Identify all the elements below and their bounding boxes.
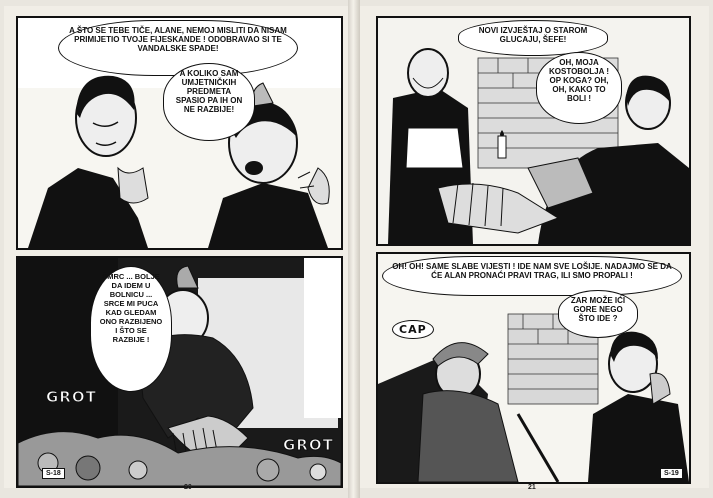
left-page-number: 20: [184, 484, 192, 491]
right-page-code: S-19: [660, 468, 683, 479]
left-panel-2-speech-bubble-1: ŠMRC ... BOLJE DA IDEM U BOLNICU ... SRCE MI PUCA KAD GLEDAM ONO RAZBIJENO I ŠTO SE RAZBIJE !: [90, 266, 172, 392]
left-panel-2-sfx-2: GROT: [283, 436, 334, 454]
right-panel-2-speech-bubble-2: ZAR MOŽE IĆI GORE NEGO ŠTO IDE ?: [558, 290, 638, 338]
left-panel-1-speech-bubble-2: A KOLIKO SAM UMJETNIČKIH PREDMETA SPASIO PA IH ON NE RAZBIJE!: [163, 63, 255, 141]
right-panel-2-sfx-1: CAP: [392, 320, 434, 339]
right-panel-1: [376, 16, 691, 246]
left-panel-2: [16, 256, 343, 488]
left-panel-2-sfx-1: GROT: [46, 388, 97, 406]
right-page-number: 21: [528, 484, 536, 491]
book-gutter: [348, 0, 360, 498]
left-panel-1: [16, 16, 343, 250]
right-panel-2-speech-bubble-1: OH! OH! SAME SLABE VIJESTI ! IDE NAM SVE LOŠIJE. NADAJMO SE DA ĆE ALAN PRONAĆI PRAVI TRAG, ILI SMO PROPALI !: [382, 256, 682, 296]
left-panel-1-speech-bubble-1: A ŠTO SE TEBE TIČE, ALANE, NEMOJ MISLITI DA NISAM PRIMIJETIO TVOJE FIJESKANDE ! ODOBRAVAO SI TE VANDALSKE SPADE!: [58, 20, 298, 76]
right-page: [360, 6, 709, 491]
right-panel-1-speech-bubble-2: OH, MOJA KOSTOBOLJA ! OP KOGA? OH, OH, KAKO TO BOLI !: [536, 52, 622, 124]
left-page-code: S-18: [42, 468, 65, 479]
right-panel-1-speech-bubble-1: NOVI IZVJEŠTAJ O STAROM GLUCAJU, ŠEFE!: [458, 20, 608, 56]
left-page: [4, 6, 348, 491]
right-panel-2: [376, 252, 691, 484]
